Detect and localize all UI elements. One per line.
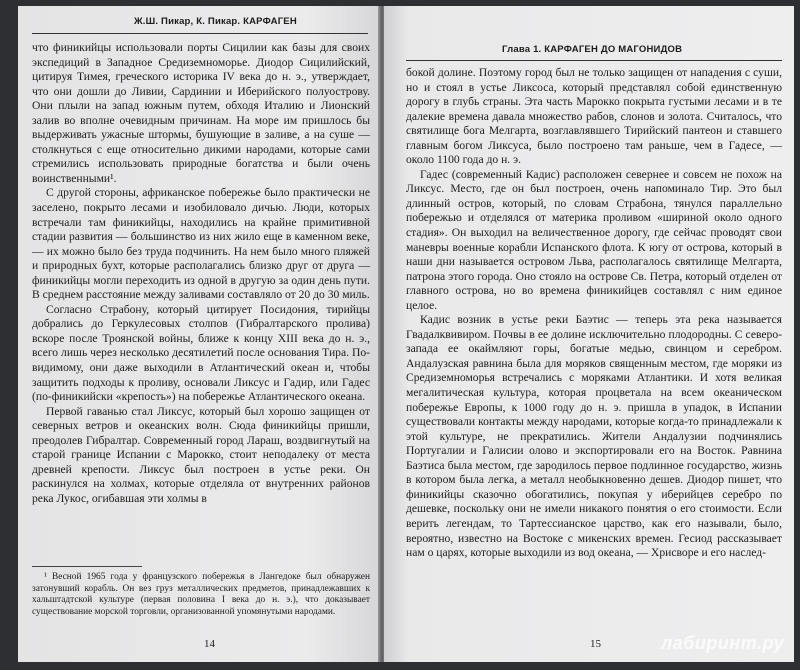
paragraph: Согласно Страбону, который цитирует Посидония, тирийцы добрались до Геркулесовых столпов (Гибралтарского пролива) вскоре после Троянской войны, ближе к концу XIII века до н. э., всего лишь через несколько десятилетий после основания Тира. По-видимому, они даже выходили в Атлантический океан и, чтобы защитить подходы к проливу, основали Ликсус и Гадир, или Гадес (по-финикийски «крепость») на побережье Атлантического океана.	[32, 302, 370, 404]
paragraph: Кадис возник в устье реки Баэтис — теперь эта река называется Гвадалквивиром. Почвы в ее долине исключительно плодородны. С северо-запада ее окаймляют горы, богатые медью, свинцом и серебром. Андалузская равнина была для моряков священным местом, где моряки из Средиземноморья встречались с моряками Атлантики. И хотя великая мегалитическая культура, которая процветала на всем океаническом побережье Европы, к 1000 году до н. э. пришла в упадок, в Испании существовали контакты между народами, которые когда-то принадлежали к этой культуре, не прекратились. Жители Андалузии подчинялись Португалии и Галисии олово и экспортировали его на Восток. Равнина Баэтиса была местом, где зародилось первое подлинное государство, жизнь в котором была легка, а металл необыкновенно дешев. Диодор пишет, что финикийцы сказочно обогатились, покупая у иберийцев серебро по дешевке, поскольку они не имели никакого понятия о его стоимости. Если верить легендам, то Тартессианское царство, как его называли, было, вероятно, известно на Востоке с микенских времен. Гесиод рассказывает нам о царях, которые выходили из вод океана, — Хрисворе и его наслед-	[406, 313, 782, 560]
footnote-text: ¹ Весной 1965 года у французского побережья в Лангедоке был обнаружен затонувший корабль. Он вез груз металлических предметов, принадлежавших к хальштадтской культуре (первая половина I века до н. э.), что доказывает существование морской торговли, организованной упомянутыми народами.	[32, 572, 370, 617]
footnote-rule	[32, 566, 142, 567]
paragraph: бокой долине. Поэтому город был не только защищен от нападения с суши, но и стоял в устье Ликсоса, который представлял собой единственную дорогу в глубь страны. Эта часть Марокко покрыта густыми лесами и в те далекие времена давала множество рабов, слонов и золота. Считалось, что святилище бога Мелгарта, возглавлявшего Тирийский пантеон и ставшего главным богом Ликсуса, было построено там раньше, чем в Гадесе, — около 1100 года до н. э.	[406, 66, 782, 167]
paragraph: С другой стороны, африканское побережье было практически не заселено, покрыто лесами и изобиловало дичью. Люди, которых встречали там финикийцы, находились на крайне примитивной стадии развития — большинство из них жило еще в каменном веке, — их можно было без труда подчинить. На нем было много пляжей и природных бухт, которые располагались близко друг от друга — финикийцы могли переходить из одной в другую за один день пути. В среднем расстояние между заливами составляло от 20 до 30 миль.	[32, 186, 370, 302]
page-number-left: 14	[204, 638, 215, 650]
right-page	[384, 6, 794, 662]
footnote	[32, 572, 370, 618]
running-header-right: Глава 1. КАРФАГЕН ДО МАГОНИДОВ	[502, 44, 683, 55]
watermark-logo: лабиринт.ру	[660, 633, 784, 653]
right-body	[406, 66, 782, 561]
paragraph: Гадес (современный Кадис) расположен севернее и совсем не похож на Ликсус. Место, где он был построен, очень напоминало Тир. Это был длинный остров, который, по словам Страбона, тянулся параллельно побережью и отделялся от материка проливом «шириной около одного стадия». Он выходил на величественное дорогу, где сейчас проводят свои маневры военные корабли Испанского флота. К югу от острова, который в наши дни называется островом Льва, располагалось святилище Мелгарта, патрона этого города. Оно стояло на острове Св. Петра, который отделен от главного острова, но во времена финикийцев составлял с ним единое целое.	[406, 167, 782, 312]
header-rule-right	[406, 60, 782, 61]
left-page	[18, 6, 380, 662]
paragraph: что финикийцы использовали порты Сицилии как базы для своих экспедиций в Западное Средиземноморье. Диодор Сицилийский, цитируя Тимея, греческого историка IV века до н. э., утверждает, что они дошли до Ливии, Сардинии и Иберийского полуострову. Они плыли на запад южным путем, обходя Италию и Лионский залив во вполне очевидным причинам. На море им пришлось бы выдерживать ужасные штормы, бушующие в заливе, а на суше — столкнуться с еще относительно дикими народами, которые сами стремились использовать природные богатства и были очень воинственными¹.	[32, 41, 370, 185]
left-body	[32, 41, 370, 507]
running-header-left: Ж.Ш. Пикар, К. Пикар. КАРФАГЕН	[134, 16, 297, 27]
header-rule-left	[32, 33, 368, 34]
page-number-right: 15	[590, 638, 601, 650]
paragraph: Первой гаванью стал Ликсус, который был хорошо защищен от северных ветров и океанских волн. Сюда финикийцы пришли, преодолев Гибралтар. Современный город Лараш, воздвигнутый на старой границе Испании с Марокко, стоит неподалеку от места древней крепости. Ликсус был построен в устье реки. Он раскинулся на холмах, которые отделяла от внутренних районов река Лукос, огибавшая эти холмы в	[32, 404, 370, 505]
